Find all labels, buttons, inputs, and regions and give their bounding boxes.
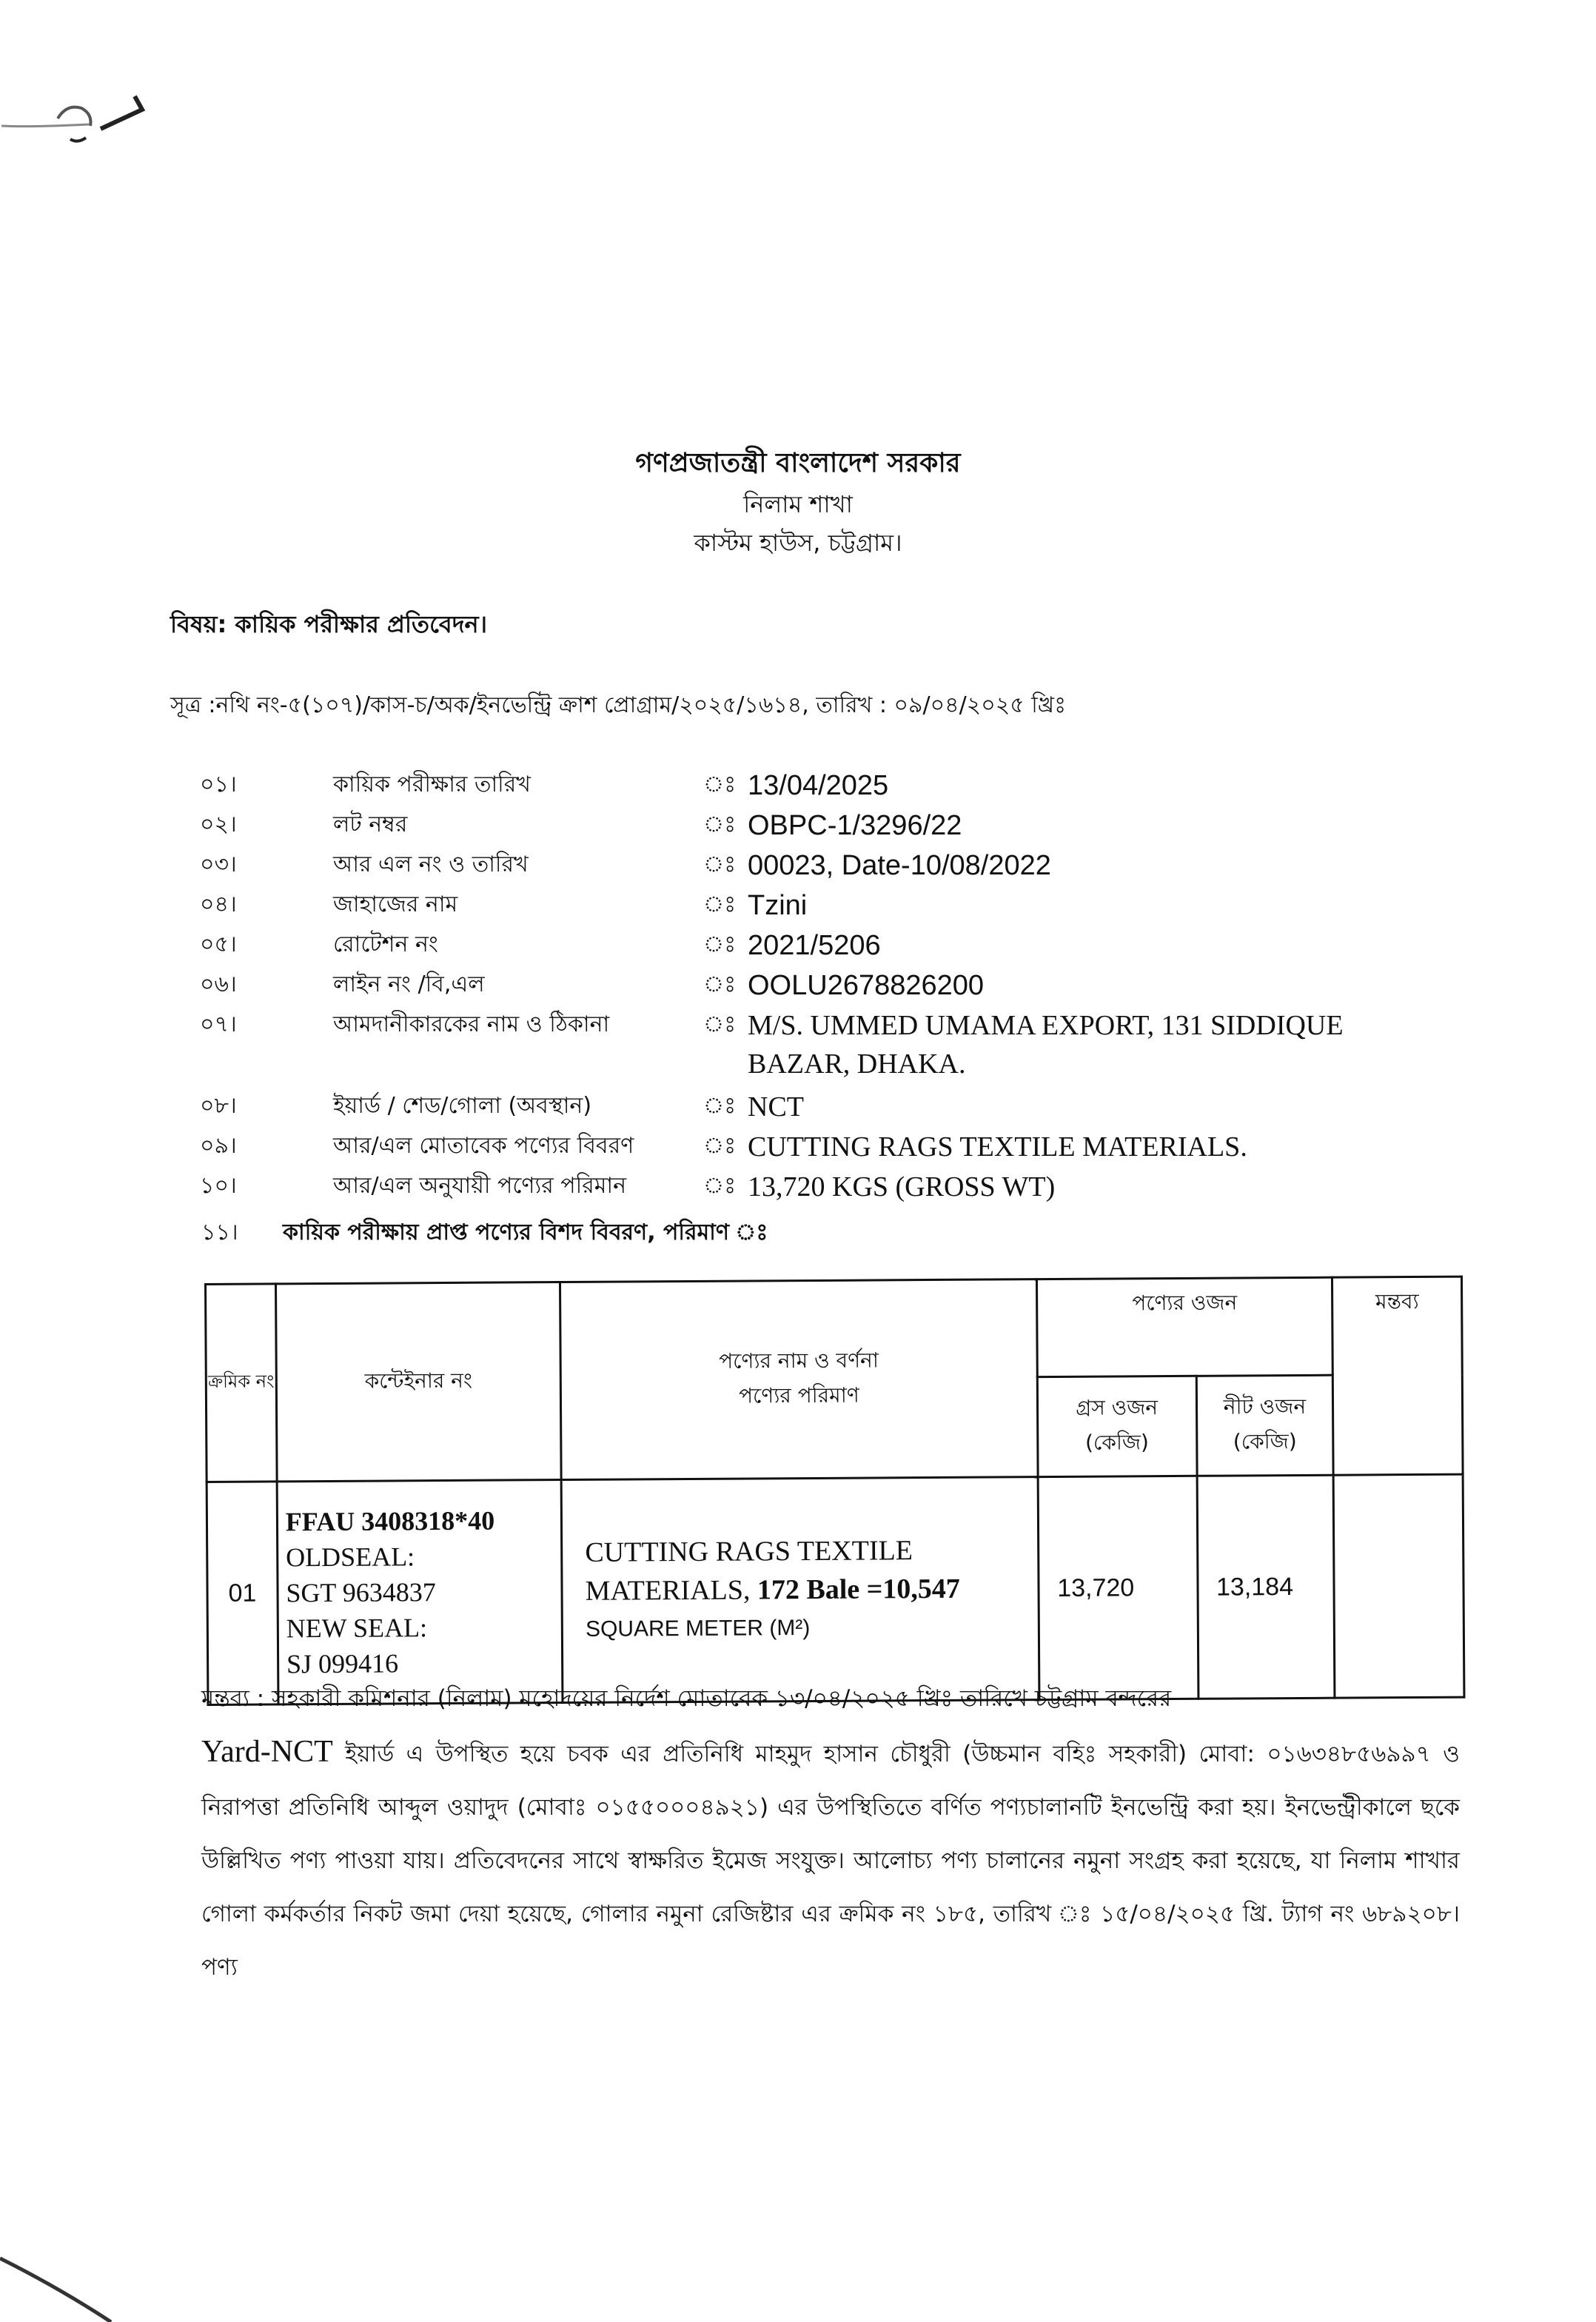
item-colon: ঃ (703, 851, 737, 877)
cell-description (561, 1477, 1039, 1703)
item-value: 00023, Date-10/08/2022 (748, 850, 1051, 881)
info-item (200, 766, 1532, 806)
item-label: আর এল নং ও তারিখ (333, 851, 529, 877)
item-label: ইয়ার্ড / শেড/গোলা (অবস্থান) (333, 1093, 592, 1119)
item-colon: ঃ (703, 1133, 737, 1159)
handwritten-mark (0, 81, 163, 148)
header-weight-group: পণ্যের ওজন (1036, 1277, 1332, 1376)
cell-net-weight: 13,184 (1197, 1475, 1335, 1699)
cell-gross-weight: 13,720 (1038, 1476, 1198, 1699)
header-gross-line2: (কেজি) (1084, 1430, 1149, 1455)
new-seal-value: SJ 099416 (286, 1648, 399, 1679)
info-item (200, 1088, 1532, 1128)
remarks-part1: মন্তব্য : সহকারী কমিশনার (নিলাম) মহোদয়ের নির্দেশ মোতাবেক ১৩/০৪/২০২৫ খ্রিঃ তারিখে চট্টগ্রাম বন্দরের (201, 1685, 1172, 1712)
item-colon: ঃ (703, 931, 737, 957)
cell-serial: 01 (207, 1482, 278, 1705)
info-item (200, 846, 1532, 886)
cell-container (277, 1480, 563, 1704)
header-gross-weight (1037, 1376, 1197, 1476)
item-label: লট নম্বর (333, 812, 408, 837)
item-11-heading (201, 1214, 768, 1252)
item-colon: ঃ (703, 1173, 737, 1199)
desc-unit: SQUARE METER (M²) (585, 1616, 811, 1642)
item-number: ১০। (200, 1173, 237, 1199)
item-label: আমদানীকারকের নাম ও ঠিকানা (333, 1011, 610, 1037)
item-label: জাহাজের নাম (333, 891, 458, 917)
old-seal-value: SGT 9634837 (286, 1577, 436, 1608)
goods-table (204, 1276, 1465, 1706)
item-label: রোটেশন নং (333, 931, 438, 957)
item-value: 13,720 KGS (GROSS WT) (748, 1171, 1056, 1202)
item-label: আর/এল অনুযায়ী পণ্যের পরিমান (333, 1173, 626, 1199)
container-number: FFAU 3408318*40 (285, 1505, 495, 1537)
office-title: কাস্টম হাউস, চট্টগ্রাম। (694, 529, 902, 557)
header-net-line1: নীট ওজন (1223, 1393, 1307, 1419)
item-label: লাইন নং /বি,এল (333, 971, 485, 997)
item-colon: ঃ (703, 772, 737, 797)
pen-stroke-mark (0, 2236, 118, 2322)
item-number: ০৭। (200, 1011, 237, 1037)
info-item (200, 1128, 1532, 1168)
remarks-yard: Yard-NCT (201, 1735, 333, 1769)
item-value: 2021/5206 (748, 930, 881, 961)
old-seal-label: OLDSEAL: (286, 1542, 415, 1573)
header-description-line2: পণ্যের পরিমাণ (738, 1382, 859, 1408)
header-description (560, 1279, 1038, 1480)
item-label: কায়িক পরীক্ষায় প্রাপ্ত পণ্যের বিশদ বিবরণ, পরিমাণ ঃ (283, 1219, 768, 1245)
header-container: কন্টেইনার নং (275, 1282, 561, 1482)
cell-remarks (1334, 1474, 1464, 1698)
item-number: ০২। (200, 812, 237, 837)
header-remarks: মন্তব্য (1332, 1277, 1463, 1475)
header-gross-line1: গ্রস ওজন (1076, 1395, 1159, 1420)
item-colon: ঃ (703, 812, 737, 837)
item-colon: ঃ (703, 891, 737, 917)
info-item (200, 926, 1532, 966)
item-number: ১১। (201, 1219, 238, 1245)
government-title: গণপ্রজাতন্ত্রী বাংলাদেশ সরকার (635, 448, 961, 478)
reference-line: সূত্র :নথি নং-৫(১০৭)/কাস-চ/অক/ইনভেন্ট্রি ক্রাশ প্রোগ্রাম/২০২৫/১৬১৪, তারিখ : ০৯/০৪/২০২৫ খ্রিঃ (170, 692, 1067, 718)
desc-quantity: 172 Bale =10,547 (757, 1573, 960, 1606)
item-number: ০৯। (200, 1133, 237, 1159)
item-colon: ঃ (703, 1093, 737, 1119)
info-item (200, 806, 1532, 846)
header-serial: ক্রমিক নং (206, 1284, 277, 1482)
item-colon: ঃ (703, 1011, 737, 1037)
item-value: OBPC-1/3296/22 (748, 810, 962, 841)
desc-line2: MATERIALS, (585, 1574, 758, 1607)
item-value: CUTTING RAGS TEXTILE MATERIALS. (748, 1131, 1247, 1162)
item-number: ০৬। (200, 971, 237, 997)
info-item (200, 886, 1532, 926)
item-value: Tzini (748, 890, 808, 921)
header-net-weight (1196, 1375, 1334, 1476)
item-number: ০৩। (200, 851, 237, 877)
item-value: NCT (748, 1091, 804, 1122)
branch-title: নিলাম শাখা (743, 490, 853, 518)
table-row (207, 1474, 1464, 1704)
item-number: ০৫। (200, 931, 237, 957)
item-label: আর/এল মোতাবেক পণ্যের বিবরণ (333, 1133, 634, 1159)
info-item (200, 1006, 1532, 1088)
item-number: ০৪। (200, 891, 237, 917)
desc-line1: CUTTING RAGS TEXTILE (585, 1535, 913, 1568)
header-net-line2: (কেজি) (1233, 1428, 1297, 1454)
subject-line: বিষয়: কায়িক পরীক্ষার প্রতিবেদন। (170, 610, 488, 638)
table-header-row (206, 1277, 1463, 1382)
remarks-paragraph (201, 1672, 1460, 1994)
item-label: কায়িক পরীক্ষার তারিখ (333, 772, 531, 797)
header-description-line1: পণ্যের নাম ও বর্ণনা (719, 1348, 879, 1374)
item-number: ০৮। (200, 1093, 237, 1119)
remarks-part2: ইয়ার্ড এ উপস্থিত হয়ে চবক এর প্রতিনিধি মাহমুদ হাসান চৌধুরী (উচ্চমান বহিঃ সহকারী) মোবা: ০১৬৩৪৮৫৬৯৯৭ ও নিরাপত্তা প্রতিনিধি আব্দুল ওয়াদুদ (মোবাঃ ০১৫৫০০০৪৯২১) এর উপস্থিতিতে বর্ণিত পণ্যচালানটি ইনভেন্ট্রি করা হয়। ইনভেন্ট্রীকালে ছকে উল্লিখিত পণ্য পাওয়া যায়। প্রতিবেদনের সাথে স্বাক্ষরিত ইমেজ সংযুক্ত। আলোচ্য পণ্য চালানের নমুনা সংগ্রহ করা হয়েছে, যা নিলাম শাখার গোলা কর্মকর্তার নিকট জমা দেয়া হয়েছে, গোলার নমুনা রেজিষ্টার এর ক্রমিক নং ১৮৫, তারিখ ঃ ১৫/০৪/২০২৫ খ্রি. ট্যাগ নং ৬৮৯২০৮। পণ্য (201, 1741, 1460, 1981)
info-item (200, 1168, 1532, 1208)
item-number: ০১। (200, 772, 237, 797)
info-item (200, 966, 1532, 1006)
item-value: OOLU2678826200 (748, 970, 985, 1001)
info-list (200, 766, 1532, 1208)
item-value: 13/04/2025 (748, 770, 889, 801)
item-value: M/S. UMMED UMAMA EXPORT, 131 SIDDIQUE BAZAR, DHAKA. (748, 1010, 1344, 1080)
new-seal-label: NEW SEAL: (286, 1613, 428, 1644)
item-colon: ঃ (703, 971, 737, 997)
